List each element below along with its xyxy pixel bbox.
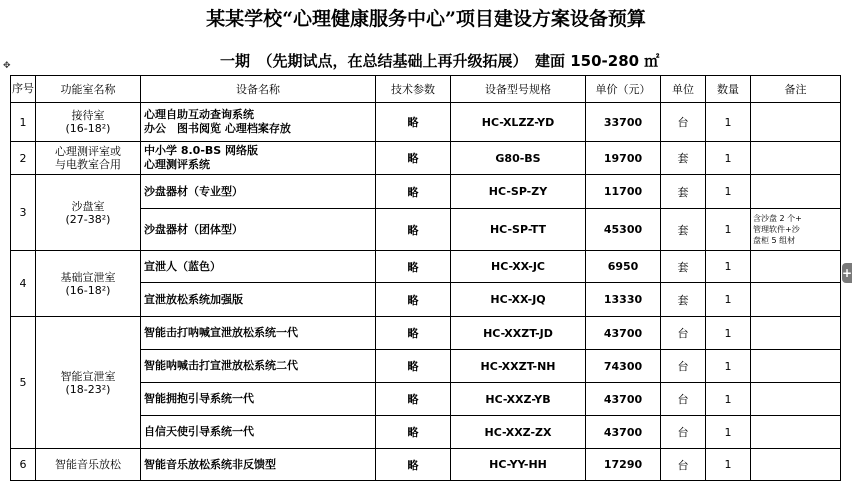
cell-price: 43700: [586, 383, 661, 416]
cell-qty: 1: [706, 142, 751, 175]
cell-model: HC-XXZT-JD: [451, 317, 586, 350]
cell-equipment-name: 中小学 8.0-BS 网络版 心理测评系统: [141, 142, 376, 175]
cell-equipment-name: 沙盘器材（团体型）: [141, 209, 376, 251]
table-row: [11, 175, 841, 209]
cell-note: [751, 350, 841, 383]
cell-tech-params: 略: [376, 317, 451, 350]
cell-function-room: 沙盘室 (27-38²): [36, 175, 141, 251]
cell-unit: 套: [661, 175, 706, 209]
cell-equipment-name: 自信天使引导系统一代: [141, 416, 376, 449]
cell-qty: 1: [706, 283, 751, 317]
cell-qty: 1: [706, 350, 751, 383]
cell-price: 19700: [586, 142, 661, 175]
cell-qty: 1: [706, 175, 751, 209]
header-model: 设备型号规格: [451, 76, 586, 103]
cell-tech-params: 略: [376, 383, 451, 416]
header-function-room: 功能室名称: [36, 76, 141, 103]
cell-model: HC-XXZT-NH: [451, 350, 586, 383]
header-seq: 序号: [11, 76, 36, 103]
side-scroll-handle[interactable]: +: [842, 263, 852, 283]
cell-tech-params: 略: [376, 449, 451, 481]
table-row: [11, 103, 841, 142]
cell-unit: 台: [661, 416, 706, 449]
cell-equipment-name: 智能音乐放松系统非反馈型: [141, 449, 376, 481]
cell-tech-params: 略: [376, 283, 451, 317]
table-row: [11, 142, 841, 175]
cell-tech-params: 略: [376, 142, 451, 175]
cell-qty: 1: [706, 449, 751, 481]
cell-price: 45300: [586, 209, 661, 251]
cell-seq: 5: [11, 317, 36, 449]
cell-price: 43700: [586, 317, 661, 350]
header-quantity: 数量: [706, 76, 751, 103]
cell-tech-params: 略: [376, 251, 451, 283]
header-equipment-name: 设备名称: [141, 76, 376, 103]
cell-qty: 1: [706, 251, 751, 283]
cell-unit: 台: [661, 350, 706, 383]
cell-note: [751, 251, 841, 283]
cell-qty: 1: [706, 209, 751, 251]
cell-function-room: 智能宣泄室 (18-23²): [36, 317, 141, 449]
cell-tech-params: 略: [376, 209, 451, 251]
cell-unit: 套: [661, 209, 706, 251]
header-note: 备注: [751, 76, 841, 103]
cell-model: HC-XXZ-ZX: [451, 416, 586, 449]
cell-price: 11700: [586, 175, 661, 209]
cell-tech-params: 略: [376, 175, 451, 209]
cell-unit: 套: [661, 142, 706, 175]
cell-note: [751, 103, 841, 142]
phase-subtitle: 一期 （先期试点，在总结基础上再升级拓展） 建面 150-280 ㎡: [220, 52, 660, 70]
cell-note: [751, 175, 841, 209]
cell-model: HC-XLZZ-YD: [451, 103, 586, 142]
cell-price: 43700: [586, 416, 661, 449]
cell-tech-params: 略: [376, 103, 451, 142]
table-row: [11, 449, 841, 481]
cell-unit: 台: [661, 317, 706, 350]
cell-note: [751, 283, 841, 317]
cell-equipment-name: 心理自助互动查询系统 办公 图书阅览 心理档案存放: [141, 103, 376, 142]
cell-seq: 2: [11, 142, 36, 175]
cell-model: HC-SP-ZY: [451, 175, 586, 209]
cell-model: HC-XX-JQ: [451, 283, 586, 317]
cell-note: [751, 383, 841, 416]
cell-note: [751, 416, 841, 449]
cell-qty: 1: [706, 103, 751, 142]
cell-model: HC-SP-TT: [451, 209, 586, 251]
cell-function-room: 智能音乐放松: [36, 449, 141, 481]
cell-qty: 1: [706, 383, 751, 416]
cell-tech-params: 略: [376, 350, 451, 383]
cell-price: 13330: [586, 283, 661, 317]
cell-equipment-name: 宣泄人（蓝色）: [141, 251, 376, 283]
cell-note: 含沙盘 2 个+ 管理软件+沙 盘柜 5 组材: [751, 209, 841, 251]
cell-note: [751, 142, 841, 175]
cell-unit: 套: [661, 251, 706, 283]
cell-tech-params: 略: [376, 416, 451, 449]
cell-price: 17290: [586, 449, 661, 481]
table-row: [11, 251, 841, 283]
document-title: 某某学校“心理健康服务中心”项目建设方案设备预算: [206, 8, 646, 30]
cell-price: 33700: [586, 103, 661, 142]
header-unit: 单位: [661, 76, 706, 103]
cell-function-room: 基础宣泄室 (16-18²): [36, 251, 141, 317]
table-header-row: [11, 76, 841, 103]
cell-price: 6950: [586, 251, 661, 283]
cell-seq: 1: [11, 103, 36, 142]
cell-model: G80-BS: [451, 142, 586, 175]
cell-unit: 套: [661, 283, 706, 317]
cell-equipment-name: 宣泄放松系统加强版: [141, 283, 376, 317]
cell-function-room: 接待室 (16-18²): [36, 103, 141, 142]
cell-seq: 3: [11, 175, 36, 251]
cell-equipment-name: 沙盘器材（专业型）: [141, 175, 376, 209]
cell-model: HC-XXZ-YB: [451, 383, 586, 416]
cell-note: [751, 317, 841, 350]
move-anchor-icon[interactable]: ✥: [3, 61, 11, 71]
cell-unit: 台: [661, 383, 706, 416]
table-row: [11, 317, 841, 350]
equipment-budget-table: [10, 75, 841, 481]
cell-equipment-name: 智能拥抱引导系统一代: [141, 383, 376, 416]
cell-seq: 4: [11, 251, 36, 317]
cell-price: 74300: [586, 350, 661, 383]
cell-seq: 6: [11, 449, 36, 481]
cell-unit: 台: [661, 449, 706, 481]
cell-qty: 1: [706, 416, 751, 449]
header-unit-price: 单价（元）: [586, 76, 661, 103]
header-tech-params: 技术参数: [376, 76, 451, 103]
cell-equipment-name: 智能呐喊击打宣泄放松系统二代: [141, 350, 376, 383]
cell-function-room: 心理测评室或 与电教室合用: [36, 142, 141, 175]
cell-unit: 台: [661, 103, 706, 142]
cell-equipment-name: 智能击打呐喊宣泄放松系统一代: [141, 317, 376, 350]
cell-note: [751, 449, 841, 481]
cell-model: HC-YY-HH: [451, 449, 586, 481]
cell-qty: 1: [706, 317, 751, 350]
cell-model: HC-XX-JC: [451, 251, 586, 283]
